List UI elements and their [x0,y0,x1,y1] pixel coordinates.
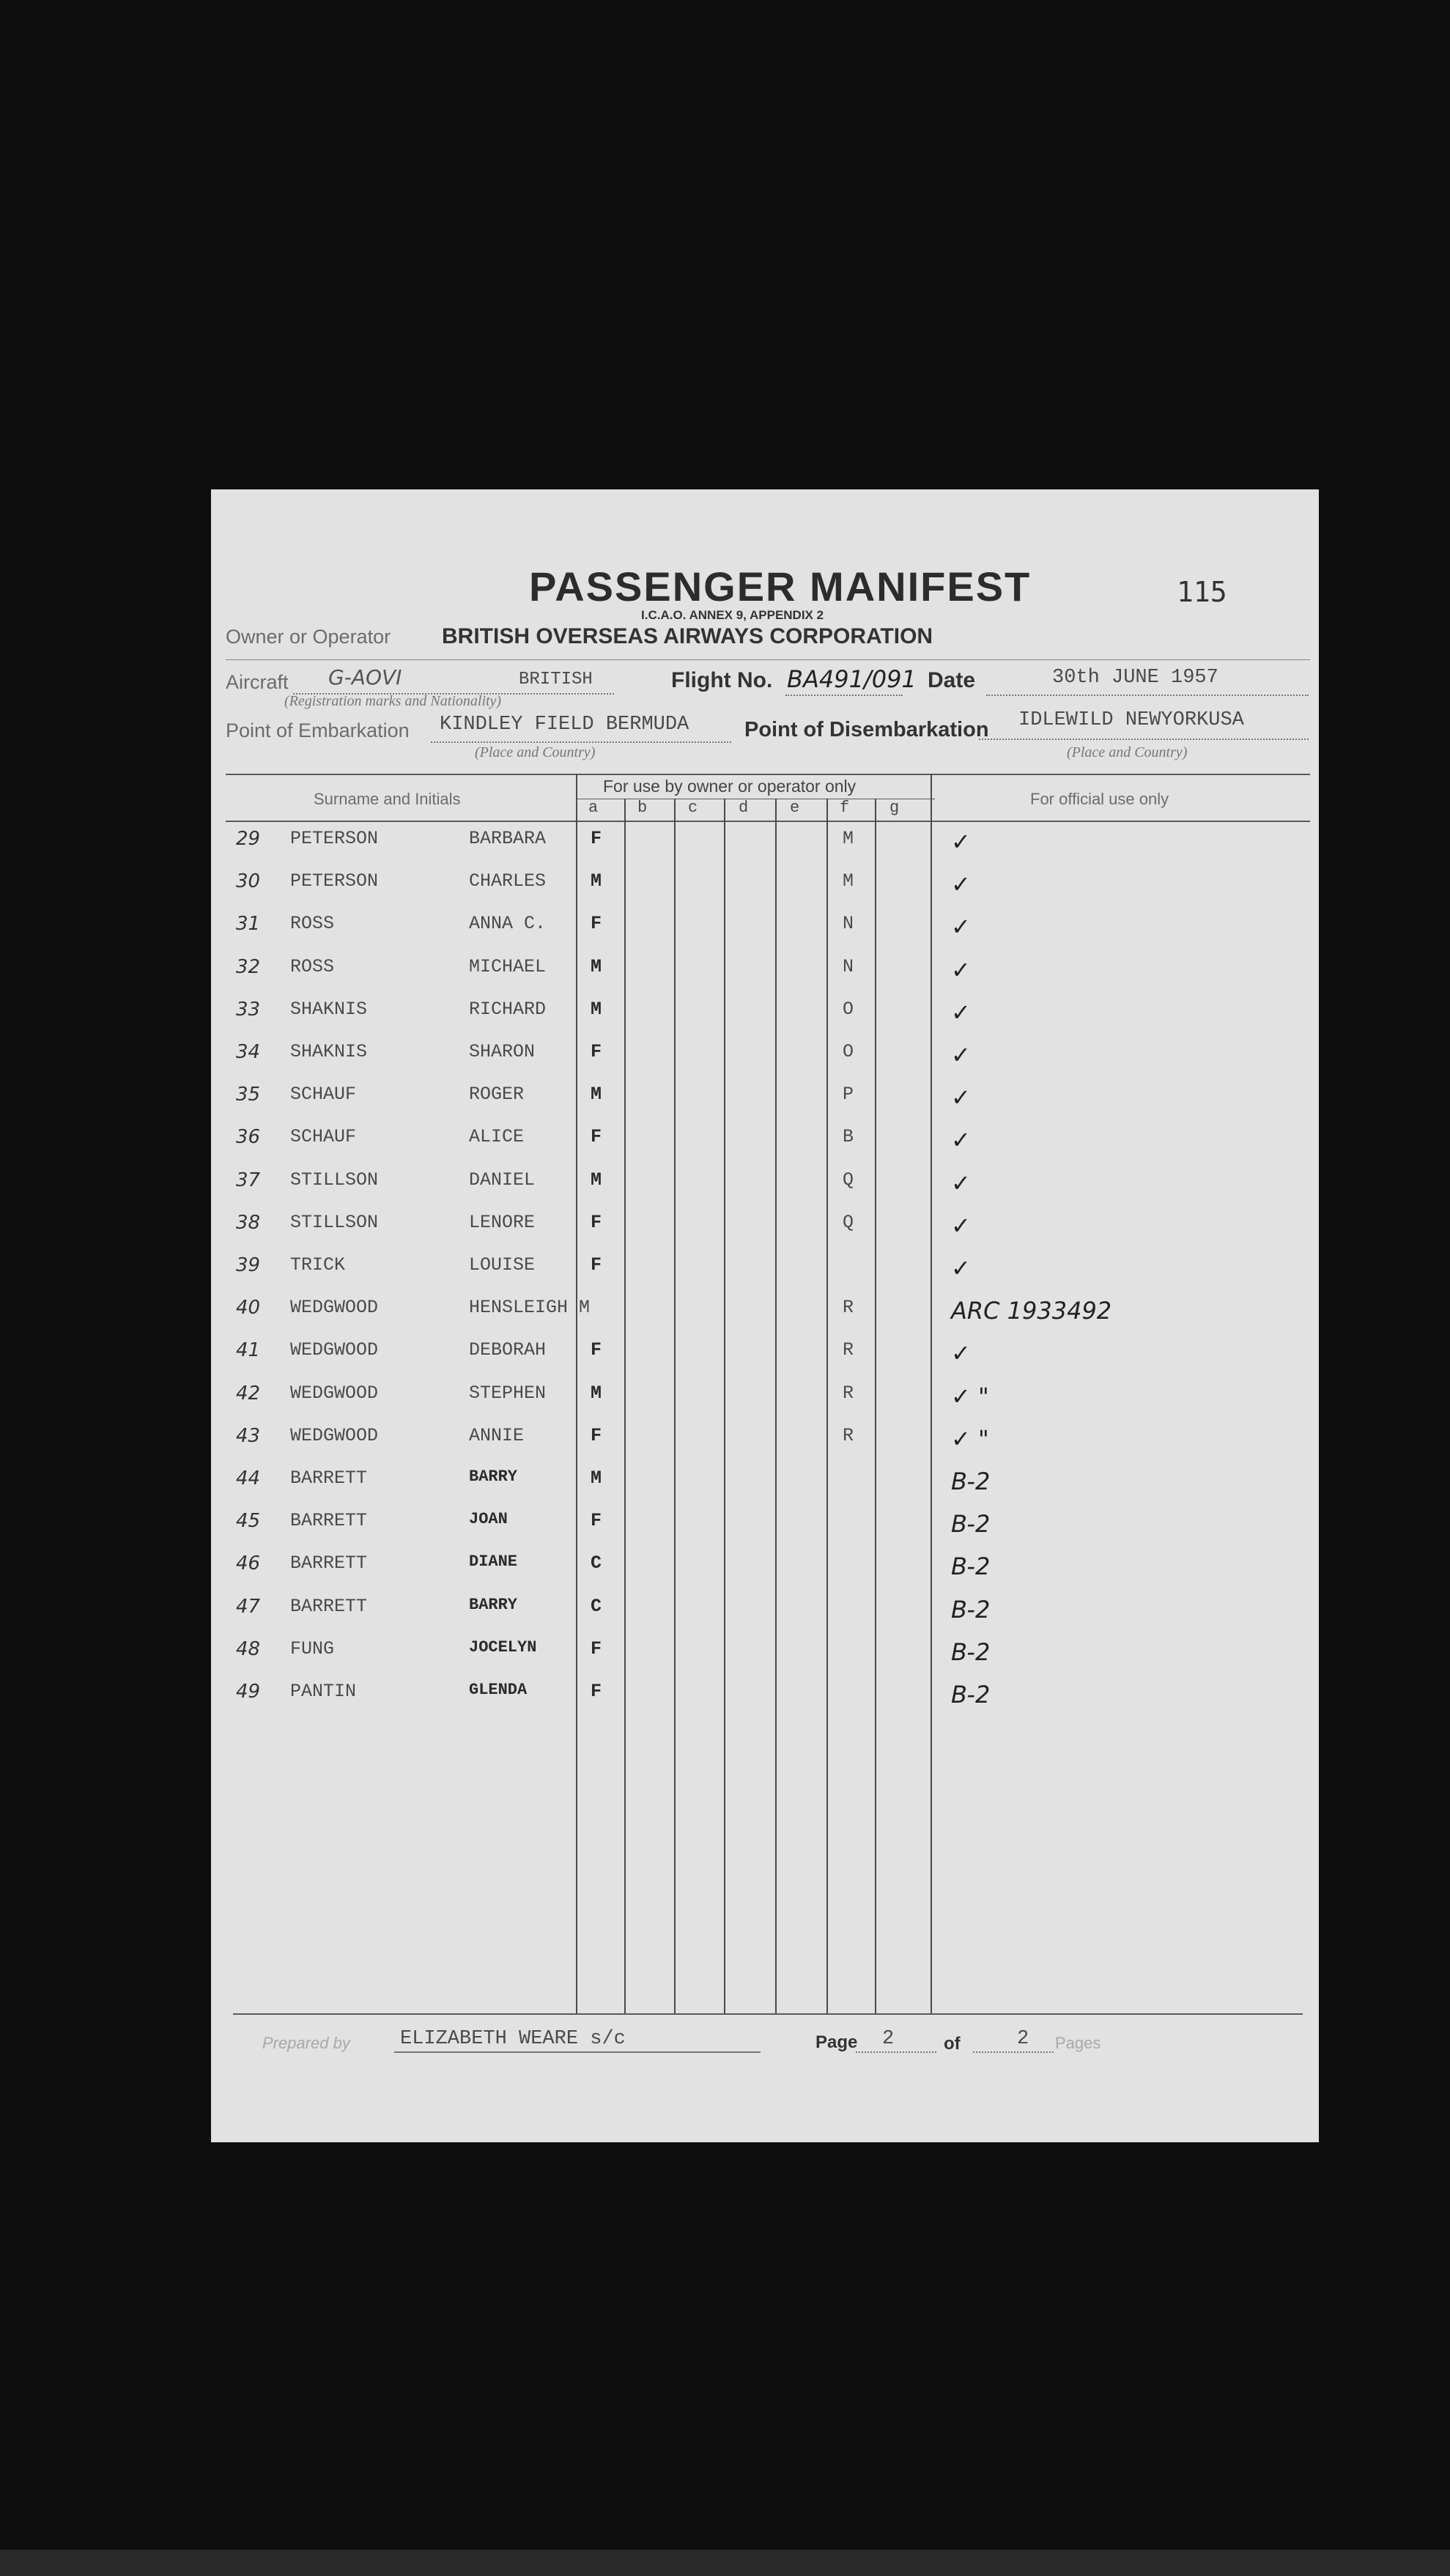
row-col-a: F [591,1041,602,1062]
col-line-2 [624,799,626,2013]
row-number: 33 [236,999,261,1021]
row-surname: SCHAUF [290,1126,357,1147]
row-official: B-2 [951,1552,991,1580]
owner-value: BRITISH OVERSEAS AIRWAYS CORPORATION [442,624,933,648]
name-header: Surname and Initials [314,790,461,808]
col-letter-b: b [637,799,648,817]
row-surname: BARRETT [290,1510,368,1531]
row-given-name: MICHAEL [469,956,547,977]
row-given-name: SHARON [469,1041,536,1062]
row-col-a: F [591,1425,602,1446]
row-official: ✓ [951,828,971,856]
row-col-a: F [591,1638,602,1659]
row-number: 48 [236,1638,261,1660]
row-given-name: JOCELYN [469,1638,537,1657]
row-surname: SHAKNIS [290,1041,368,1062]
table-top-rule [226,774,1310,775]
row-number: 47 [236,1596,261,1618]
row-official: ✓ [951,870,971,898]
aircraft-nationality: BRITISH [519,670,593,689]
col-line-5 [775,799,777,2013]
row-number: 45 [236,1510,261,1532]
page-label: Page [815,2032,858,2052]
row-col-a: M [591,1467,602,1489]
col-letter-a: a [588,799,599,817]
col-letter-g: g [889,799,900,817]
row-given-name: JOAN [469,1510,508,1528]
row-number: 41 [236,1339,261,1361]
row-surname: ROSS [290,956,335,977]
row-official: ✓ " [951,1425,989,1453]
row-official: ✓ [951,1169,971,1197]
row-official: ARC 1933492 [951,1297,1112,1325]
row-number: 29 [236,828,261,850]
col-letter-e: e [790,799,800,817]
row-number: 38 [236,1212,261,1234]
row-given-name: LOUISE [469,1254,536,1276]
row-official: ✓ [951,956,971,984]
of-label: of [944,2034,961,2054]
row-official: B-2 [951,1638,991,1666]
manifest-page [211,489,1319,2142]
row-col-a: F [591,1681,602,1702]
row-number: 37 [236,1169,261,1191]
row-col-f: Q [843,1169,854,1191]
row-col-a: F [591,1212,602,1233]
row-number: 35 [236,1084,261,1106]
row-given-name: DANIEL [469,1169,536,1191]
rule-top [226,659,1310,660]
row-col-a: F [591,1339,602,1361]
row-official: ✓ [951,1126,971,1154]
row-official: ✓ [951,1254,971,1282]
row-col-f: P [843,1084,854,1105]
row-col-f: M [843,828,854,849]
row-number: 36 [236,1126,261,1148]
row-given-name: ANNIE [469,1425,525,1446]
prepared-value: ELIZABETH WEARE s/c [400,2028,626,2050]
prepared-line [394,2051,761,2053]
disembark-value: IDLEWILD NEWYORKUSA [1018,709,1244,731]
row-given-name: ALICE [469,1126,525,1147]
row-number: 31 [236,913,261,935]
row-number: 44 [236,1467,261,1489]
flight-label: Flight No. [671,668,773,692]
row-given-name: GLENDA [469,1681,528,1699]
row-col-a: M [591,999,602,1020]
row-official: B-2 [951,1510,991,1538]
col-line-1 [576,774,577,2013]
row-col-a: F [591,1510,602,1531]
row-surname: WEDGWOOD [290,1339,379,1361]
row-surname: WEDGWOOD [290,1383,379,1404]
aircraft-note: (Registration marks and Nationality) [284,693,502,709]
row-col-a: M [591,1084,602,1105]
row-number: 42 [236,1383,261,1404]
row-given-name: DEBORAH [469,1339,547,1361]
row-number: 32 [236,956,261,978]
row-col-a: C [591,1552,602,1574]
embark-label: Point of Embarkation [226,719,410,741]
row-official: ✓ [951,1339,971,1367]
row-given-name: BARBARA [469,828,547,849]
row-col-a: F [591,1126,602,1147]
row-official: ✓ [951,1084,971,1111]
row-surname: BARRETT [290,1552,368,1574]
embark-line [431,741,731,743]
scanner-bottom-band [0,2550,1450,2576]
row-surname: BARRETT [290,1596,368,1617]
row-official: ✓ [951,1041,971,1069]
row-given-name: BARRY [469,1596,518,1614]
row-surname: STILLSON [290,1212,379,1233]
row-surname: WEDGWOOD [290,1297,379,1318]
pages-label: Pages [1055,2034,1101,2052]
prepared-label: Prepared by [262,2034,350,2052]
table-bottom-rule [233,2013,1303,2015]
table-header-bottom-rule [226,821,1310,822]
embark-note: (Place and Country) [475,744,596,760]
official-header: For official use only [1030,790,1169,808]
row-number: 30 [236,870,261,892]
row-col-f: R [843,1383,854,1404]
row-given-name: BARRY [469,1467,518,1486]
col-letter-c: c [688,799,698,817]
col-letter-f: f [840,799,850,817]
row-surname: FUNG [290,1638,335,1659]
row-col-a: M [591,1383,602,1404]
row-official: ✓ [951,1212,971,1240]
col-line-6 [826,799,828,2013]
page-number: 115 [1177,576,1227,608]
row-official: B-2 [951,1467,991,1495]
manifest-title: PASSENGER MANIFEST [529,563,1032,610]
row-col-f: O [843,999,854,1020]
of-value: 2 [1017,2028,1029,2050]
disembark-line [979,739,1309,740]
row-surname: WEDGWOOD [290,1425,379,1446]
row-surname: PETERSON [290,870,379,892]
row-col-a: C [591,1596,602,1617]
row-official: ✓ [951,999,971,1026]
row-col-a: F [591,1254,602,1276]
aircraft-label: Aircraft [226,671,289,693]
col-line-3 [674,799,676,2013]
row-surname: ROSS [290,913,335,934]
disembark-label: Point of Disembarkation [744,718,989,741]
row-given-name: CHARLES [469,870,547,892]
row-col-a: F [591,913,602,934]
row-surname: STILLSON [290,1169,379,1191]
row-col-f: R [843,1297,854,1318]
row-number: 46 [236,1552,261,1574]
row-given-name: ANNA C. [469,913,547,934]
row-given-name: ROGER [469,1084,525,1105]
row-col-f: N [843,956,854,977]
row-col-a: M [591,870,602,892]
flight-value: BA491/091 [787,665,917,693]
row-surname: PANTIN [290,1681,357,1702]
date-label: Date [928,668,976,692]
row-number: 43 [236,1425,261,1447]
row-col-f: B [843,1126,854,1147]
row-col-f: N [843,913,854,934]
row-surname: BARRETT [290,1467,368,1489]
row-given-name: STEPHEN [469,1383,547,1404]
row-given-name: RICHARD [469,999,547,1020]
row-official: B-2 [951,1596,991,1624]
row-given-name: DIANE [469,1552,518,1571]
owner-use-header: For use by owner or operator only [603,777,857,796]
row-col-f: O [843,1041,854,1062]
of-line [973,2051,1054,2053]
row-given-name: HENSLEIGH M [469,1297,591,1318]
row-official: ✓ [951,913,971,941]
row-surname: SCHAUF [290,1084,357,1105]
row-official: ✓ " [951,1383,989,1410]
row-number: 40 [236,1297,261,1319]
row-number: 39 [236,1254,261,1276]
row-col-f: Q [843,1212,854,1233]
page-value: 2 [882,2028,895,2050]
row-col-f: R [843,1425,854,1446]
flight-line [785,695,903,696]
col-letter-d: d [739,799,749,817]
row-number: 34 [236,1041,261,1063]
page-line [856,2051,936,2053]
row-col-f: M [843,870,854,892]
row-col-f: R [843,1339,854,1361]
aircraft-value: G-AOVI [328,665,402,689]
row-official: B-2 [951,1681,991,1709]
col-line-4 [724,799,725,2013]
date-value: 30th JUNE 1957 [1052,667,1218,689]
row-surname: PETERSON [290,828,379,849]
row-number: 49 [236,1681,261,1703]
row-col-a: F [591,828,602,849]
manifest-subtitle: I.C.A.O. ANNEX 9, APPENDIX 2 [641,608,824,622]
row-given-name: LENORE [469,1212,536,1233]
row-col-a: M [591,956,602,977]
col-line-7 [875,799,876,2013]
embark-value: KINDLEY FIELD BERMUDA [440,714,689,736]
row-surname: TRICK [290,1254,346,1276]
col-line-8 [931,774,932,2013]
owner-label: Owner or Operator [226,626,391,648]
row-surname: SHAKNIS [290,999,368,1020]
disembark-note: (Place and Country) [1067,744,1188,760]
row-col-a: M [591,1169,602,1191]
date-line [986,695,1309,696]
